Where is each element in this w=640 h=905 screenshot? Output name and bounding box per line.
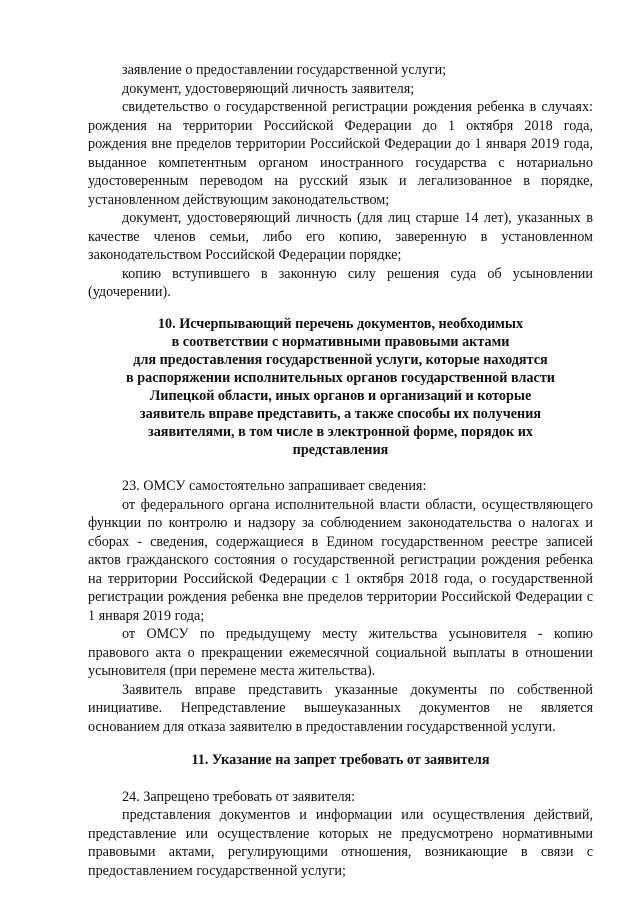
text-line: удостоверенным переводом на русский язык и легализованное в порядке, [88,173,593,189]
section-heading-line: заявитель вправе представить, а также способы их получения [139,406,542,422]
text-line: представление или осуществление которых не предусмотрено нормативными [88,826,593,842]
text-line: выданное компетентным органом иностранного государства с нотариально [88,155,593,171]
text-line: правового акта о прекращении ежемесячной социальной выплаты в отношении [88,645,593,661]
section-heading-line: 11. Указание на запрет требовать от заявителя [191,752,490,768]
text-line: (удочерении). [88,284,171,300]
text-line: документ, удостоверяющий личность заявителя; [122,81,415,97]
text-line: 1 января 2019 года; [88,608,205,624]
text-line: от ОМСУ по предыдущему месту жительства усыновителя - копию [122,626,593,642]
section-heading-line: в соответствии с нормативными правовыми актами [171,334,510,350]
text-line: сборах - сведения, содержащиеся в Едином государственном реестре записей [88,534,593,550]
text-line: Заявитель вправе представить указанные документы по собственной [122,682,593,698]
text-line: законодательством Российской Федерации порядке; [88,247,402,263]
text-line: актов гражданского состояния о государственной регистрации рождения ребенка [88,552,593,568]
section-heading-line: 10. Исчерпывающий перечень документов, необходимых [157,316,524,332]
text-line: от федерального органа исполнительной власти области, осуществляющего [122,497,593,513]
text-line: свидетельство о государственной регистрации рождения ребенка в случаях: [122,99,593,115]
text-line: предоставлением государственной услуги; [88,863,346,879]
text-line: 24. Запрещено требовать от заявителя: [122,789,356,805]
text-line: установленном действующим законодательством; [88,192,390,208]
text-line: инициативе. Непредставление вышеуказанных документов не является [88,700,593,716]
section-heading-line: в распоряжении исполнительных органов государственной власти [126,370,555,386]
text-line: функции по контролю и надзору за соблюдением законодательства о налогах и [88,515,593,531]
text-line: качестве членов семьи, либо его копию, заверенную в установленном [88,229,593,245]
text-line: усыновителя (при перемене места жительства). [88,663,376,679]
text-line: рождения вне пределов территории Российской Федерации до 1 января 2019 года, [88,136,593,152]
text-line: 23. ОМСУ самостоятельно запрашивает сведения: [122,478,427,494]
text-line: правовыми актами, регулирующими отношения, возникающие в связи с [88,844,593,860]
text-line: документ, удостоверяющий личность (для лиц старше 14 лет), указанных в [122,210,593,226]
section-heading-line: для предоставления государственной услуги, которые находятся [133,352,548,368]
text-line: рождения на территории Российской Федерации до 1 октября 2018 года, [88,118,593,134]
text-line: заявление о предоставлении государственной услуги; [122,62,447,78]
section-heading-line: заявителями, в том числе в электронной форме, порядок их [148,424,533,440]
section-heading-line: представления [292,442,389,458]
text-line: на территории Российской Федерации с 1 октября 2018 года, о государственной [88,571,593,587]
text-line: основанием для отказа заявителю в предоставлении государственной услуги. [88,719,556,735]
text-line: регистрации рождения ребенка вне пределов территории Российской Федерации с [88,589,593,605]
text-line: копию вступившего в законную силу решения суда об усыновлении [122,266,593,282]
text-line: представления документов и информации или осуществления действий, [122,807,593,823]
section-heading-line: Липецкой области, иных органов и организаций и которые [149,388,532,404]
